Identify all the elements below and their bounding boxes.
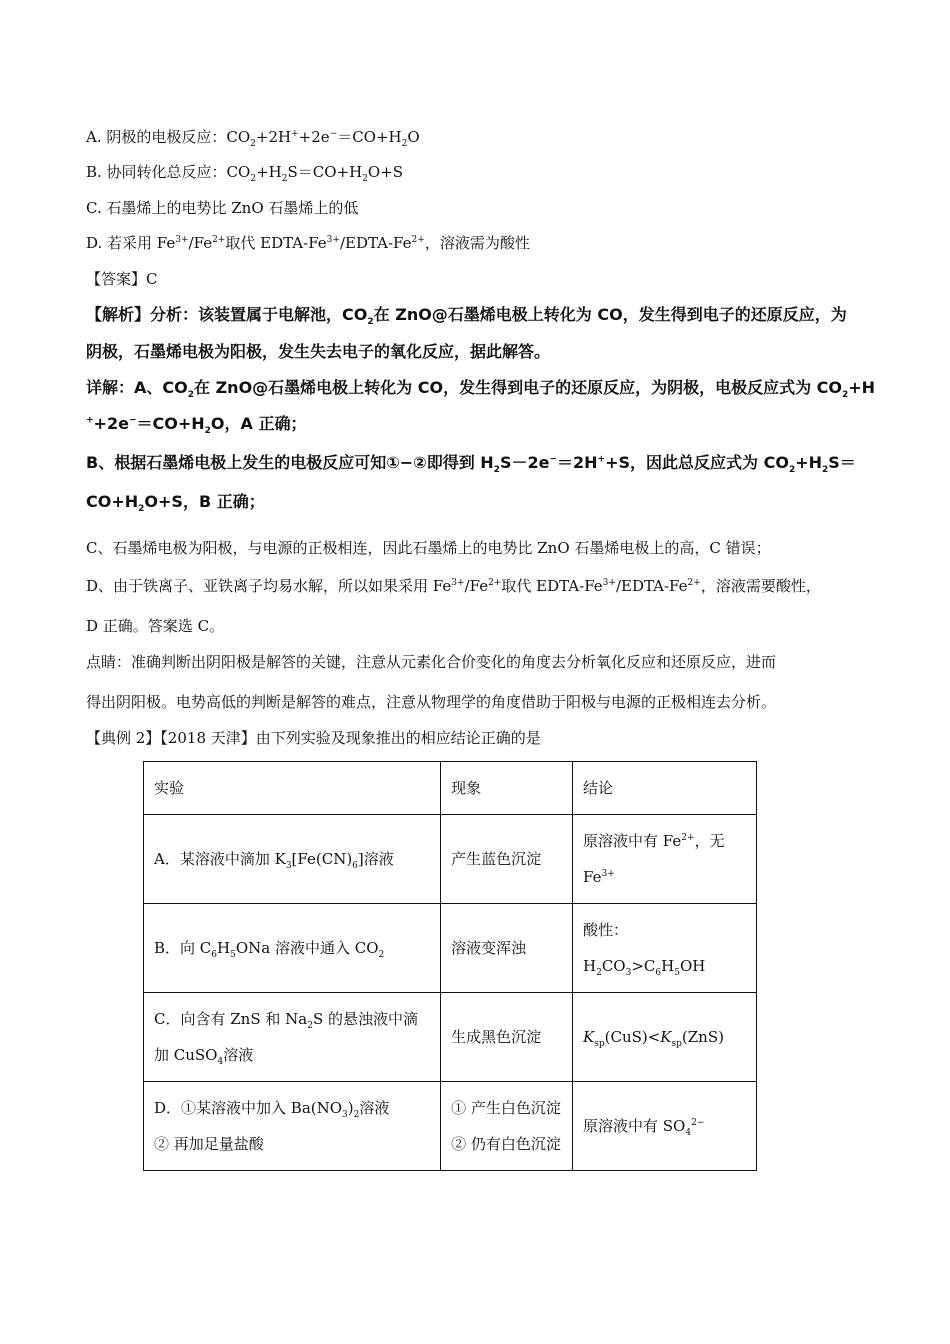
header-experiment: 实验 bbox=[144, 762, 441, 815]
header-phenomenon: 现象 bbox=[441, 762, 573, 815]
analysis-line-1: 【解析】分析：该装置属于电解池，$CO_2$在 ZnO@石墨烯电极上转化为 CO，发生得到电子的还原反应，为 bbox=[86, 305, 847, 328]
analysis-line-2: 阴极，石墨烯电极为阳极，发生失去电子的氧化反应，据此解答。 bbox=[86, 342, 551, 361]
option-d: D. 若采用 $Fe^{3+}/Fe^{2+}$取代 EDTA-$Fe^{3+}/EDTA-Fe^{2+}$，溶液需为酸性 bbox=[86, 234, 530, 252]
row-c-phenomenon: 生成黑色沉淀 bbox=[441, 993, 573, 1082]
row-a-phenomenon: 产生蓝色沉淀 bbox=[441, 815, 573, 904]
option-a: A. 阴极的电极反应：$CO_2+2H^++2e^-=CO+H_2O$ bbox=[86, 128, 420, 149]
table-row bbox=[144, 815, 757, 904]
header-conclusion: 结论 bbox=[573, 762, 757, 815]
row-a-conclusion: 原溶液中有 $Fe^{2+}$，无 $Fe^{3+}$ bbox=[573, 815, 757, 904]
row-d-phenomenon: ① 产生白色沉淀 ② 仍有白色沉淀 bbox=[441, 1082, 573, 1171]
experiment-table bbox=[143, 761, 757, 1171]
tip-line-1: 点睛：准确判断出阴阳极是解答的关键，注意从元素化合价变化的角度去分析氧化反应和还原反应，进而 bbox=[86, 653, 777, 671]
row-c-experiment: C．向含有 ZnS 和 $Na_2S$ 的悬浊液中滴加 CuSO$_4$溶液 bbox=[144, 993, 441, 1082]
table-row bbox=[144, 993, 757, 1082]
row-b-experiment: B．向 $C_6H_5ONa$ 溶液中通入 $CO_2$ bbox=[144, 904, 441, 993]
row-b-conclusion: 酸性：$H_2CO_3>C_6H_5OH$ bbox=[573, 904, 757, 993]
row-d-experiment: D．①某溶液中加入 $Ba(NO_3)_2$溶液 ② 再加足量盐酸 bbox=[144, 1082, 441, 1171]
example-heading: 【典例 2】【2018 天津】由下列实验及现象推出的相应结论正确的是 bbox=[86, 729, 541, 747]
row-c-conclusion: $K_{sp}(CuS)<K_{sp}(ZnS)$ bbox=[573, 993, 757, 1082]
analysis-line-3: 详解：A、$CO_2$在 ZnO@石墨烯电极上转化为 CO，发生得到电子的还原反应，为阴极，电极反应式为 $CO_2+H$ bbox=[86, 378, 876, 401]
tip-line-2: 得出阴阳极。电势高低的判断是解答的难点，注意从物理学的角度借助于阳极与电源的正极相连去分析。 bbox=[86, 693, 777, 711]
analysis-line-9: D 正确。答案选 C。 bbox=[86, 617, 225, 635]
analysis-line-8: D、由于铁离子、亚铁离子均易水解，所以如果采用 $Fe^{3+}/Fe^{2+}$取代 EDTA-$Fe^{3+}/EDTA-Fe^{2+}$，溶液需要酸性， bbox=[86, 577, 821, 595]
table-header-row bbox=[144, 762, 757, 815]
table-row bbox=[144, 1082, 757, 1171]
row-d-conclusion: 原溶液中有 $SO_4^{2-}$ bbox=[573, 1082, 757, 1171]
analysis-line-5: B、根据石墨烯电极上发生的电极反应可知①−②即得到 $H_2S-2e^-=2H^++S$，因此总反应式为 $CO_2+H_2S=$ bbox=[86, 453, 856, 476]
option-c: C. 石墨烯上的电势比 ZnO 石墨烯上的低 bbox=[86, 199, 359, 217]
row-b-phenomenon: 溶液变浑浊 bbox=[441, 904, 573, 993]
analysis-line-7: C、石墨烯电极为阳极，与电源的正极相连，因此石墨烯上的电势比 ZnO 石墨烯电极上的高，C 错误； bbox=[86, 539, 771, 557]
option-b: B. 协同转化总反应：$CO_2+H_2S=CO+H_2O+S$ bbox=[86, 163, 404, 184]
analysis-line-4: $^++2e^-=CO+H_2O$，A 正确； bbox=[86, 414, 307, 437]
analysis-label: 【解析】 bbox=[86, 305, 151, 324]
answer: 【答案】C bbox=[86, 270, 158, 288]
analysis-line-6: $CO+H_2O+S$，B 正确； bbox=[86, 492, 265, 515]
table-row bbox=[144, 904, 757, 993]
row-a-experiment: A．某溶液中滴加 $K_3[Fe(CN)_6]$溶液 bbox=[144, 815, 441, 904]
